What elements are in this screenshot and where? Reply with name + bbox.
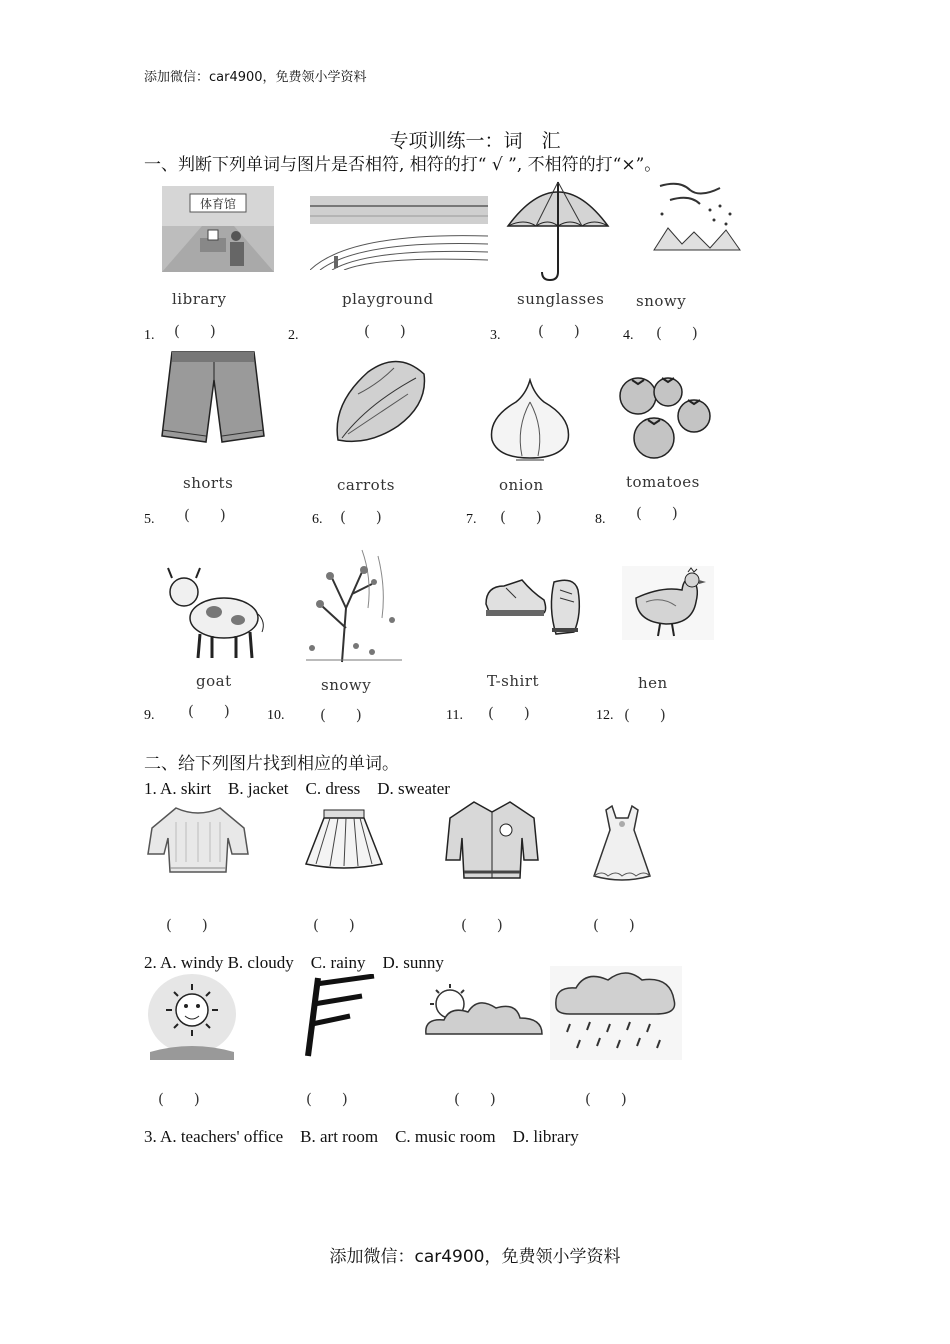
shoes-picture xyxy=(482,574,586,638)
cow-picture xyxy=(164,562,268,662)
q3-options: 3. A. teachers' office B. art room C. music room D. library xyxy=(144,1127,579,1146)
item3-word: sunglasses xyxy=(517,290,605,308)
q1-blank-2[interactable]: ( ) xyxy=(313,916,355,934)
item9-word: goat xyxy=(196,672,232,690)
item12-answer-blank[interactable]: ( ) xyxy=(624,706,666,724)
umbrella-picture xyxy=(506,176,610,282)
windy-flag-picture xyxy=(300,974,380,1058)
shorts-picture xyxy=(158,350,268,446)
item7-answer-blank[interactable]: ( ) xyxy=(500,508,542,526)
section2-instruction: 二、给下列图片找到相应的单词。 xyxy=(144,754,399,774)
item4-answer-blank[interactable]: ( ) xyxy=(656,324,698,342)
item2-answer-blank[interactable]: ( ) xyxy=(364,322,406,340)
item10-answer-blank[interactable]: ( ) xyxy=(320,706,362,724)
footer-watermark: 添加微信：car4900，免费领小学资料 xyxy=(329,1247,621,1267)
q1-blank-1[interactable]: ( ) xyxy=(166,916,208,934)
hen-picture xyxy=(622,566,714,640)
q2-blank-3[interactable]: ( ) xyxy=(454,1090,496,1108)
item12-word: hen xyxy=(638,674,668,692)
item9-number: 9. xyxy=(144,708,155,723)
item2-word: playground xyxy=(342,290,434,308)
item6-number: 6. xyxy=(312,512,323,527)
snowy-picture xyxy=(650,180,742,256)
item3-number: 3. xyxy=(490,328,501,343)
q2-options: 2. A. windy B. cloudy C. rainy D. sunny xyxy=(144,953,444,972)
item12-number: 12. xyxy=(596,708,614,723)
dress-picture xyxy=(590,804,654,882)
q2-blank-4[interactable]: ( ) xyxy=(585,1090,627,1108)
header-watermark: 添加微信：car4900，免费领小学资料 xyxy=(144,70,367,85)
item6-word: carrots xyxy=(337,476,395,494)
playground-picture xyxy=(310,196,488,270)
cloudy-picture xyxy=(420,982,546,1040)
item7-number: 7. xyxy=(466,512,477,527)
item1-answer-blank[interactable]: ( ) xyxy=(174,322,216,340)
item8-answer-blank[interactable]: ( ) xyxy=(636,504,678,522)
item5-word: shorts xyxy=(183,474,234,492)
item1-word: library xyxy=(172,290,227,308)
gym-sign-text: 体育馆 xyxy=(199,197,237,211)
item5-number: 5. xyxy=(144,512,155,527)
q2-blank-1[interactable]: ( ) xyxy=(158,1090,200,1108)
item9-answer-blank[interactable]: ( ) xyxy=(188,702,230,720)
item4-word: snowy xyxy=(636,292,687,310)
q1-options: 1. A. skirt B. jacket C. dress D. sweater xyxy=(144,779,450,798)
item10-number: 10. xyxy=(267,708,285,723)
item4-number: 4. xyxy=(623,328,634,343)
autumn-tree-picture xyxy=(302,548,406,664)
garlic-picture xyxy=(486,378,574,462)
item1-number: 1. xyxy=(144,328,155,343)
page-title: 专项训练一：词 汇 xyxy=(389,130,561,152)
skirt-picture xyxy=(302,808,386,870)
item11-answer-blank[interactable]: ( ) xyxy=(488,704,530,722)
tomatoes-picture xyxy=(614,370,716,462)
item10-word: snowy xyxy=(321,676,372,694)
item2-number: 2. xyxy=(288,328,299,343)
q2-blank-2[interactable]: ( ) xyxy=(306,1090,348,1108)
sweater-picture xyxy=(146,802,250,880)
rainy-picture xyxy=(550,966,682,1060)
item11-word: T-shirt xyxy=(487,672,539,690)
item6-answer-blank[interactable]: ( ) xyxy=(340,508,382,526)
item5-answer-blank[interactable]: ( ) xyxy=(184,506,226,524)
sunny-picture xyxy=(146,974,238,1062)
jacket-picture xyxy=(444,798,540,884)
item3-answer-blank[interactable]: ( ) xyxy=(538,322,580,340)
item11-number: 11. xyxy=(446,708,463,723)
item7-word: onion xyxy=(499,476,544,494)
gym-picture xyxy=(162,186,274,272)
item8-word: tomatoes xyxy=(626,473,700,491)
q1-blank-3[interactable]: ( ) xyxy=(461,916,503,934)
item8-number: 8. xyxy=(595,512,606,527)
q1-blank-4[interactable]: ( ) xyxy=(593,916,635,934)
cabbage-picture xyxy=(328,354,430,446)
section1-instruction: 一、判断下列单词与图片是否相符, 相符的打“ √ ”, 不相符的打“×”。 xyxy=(144,155,662,175)
